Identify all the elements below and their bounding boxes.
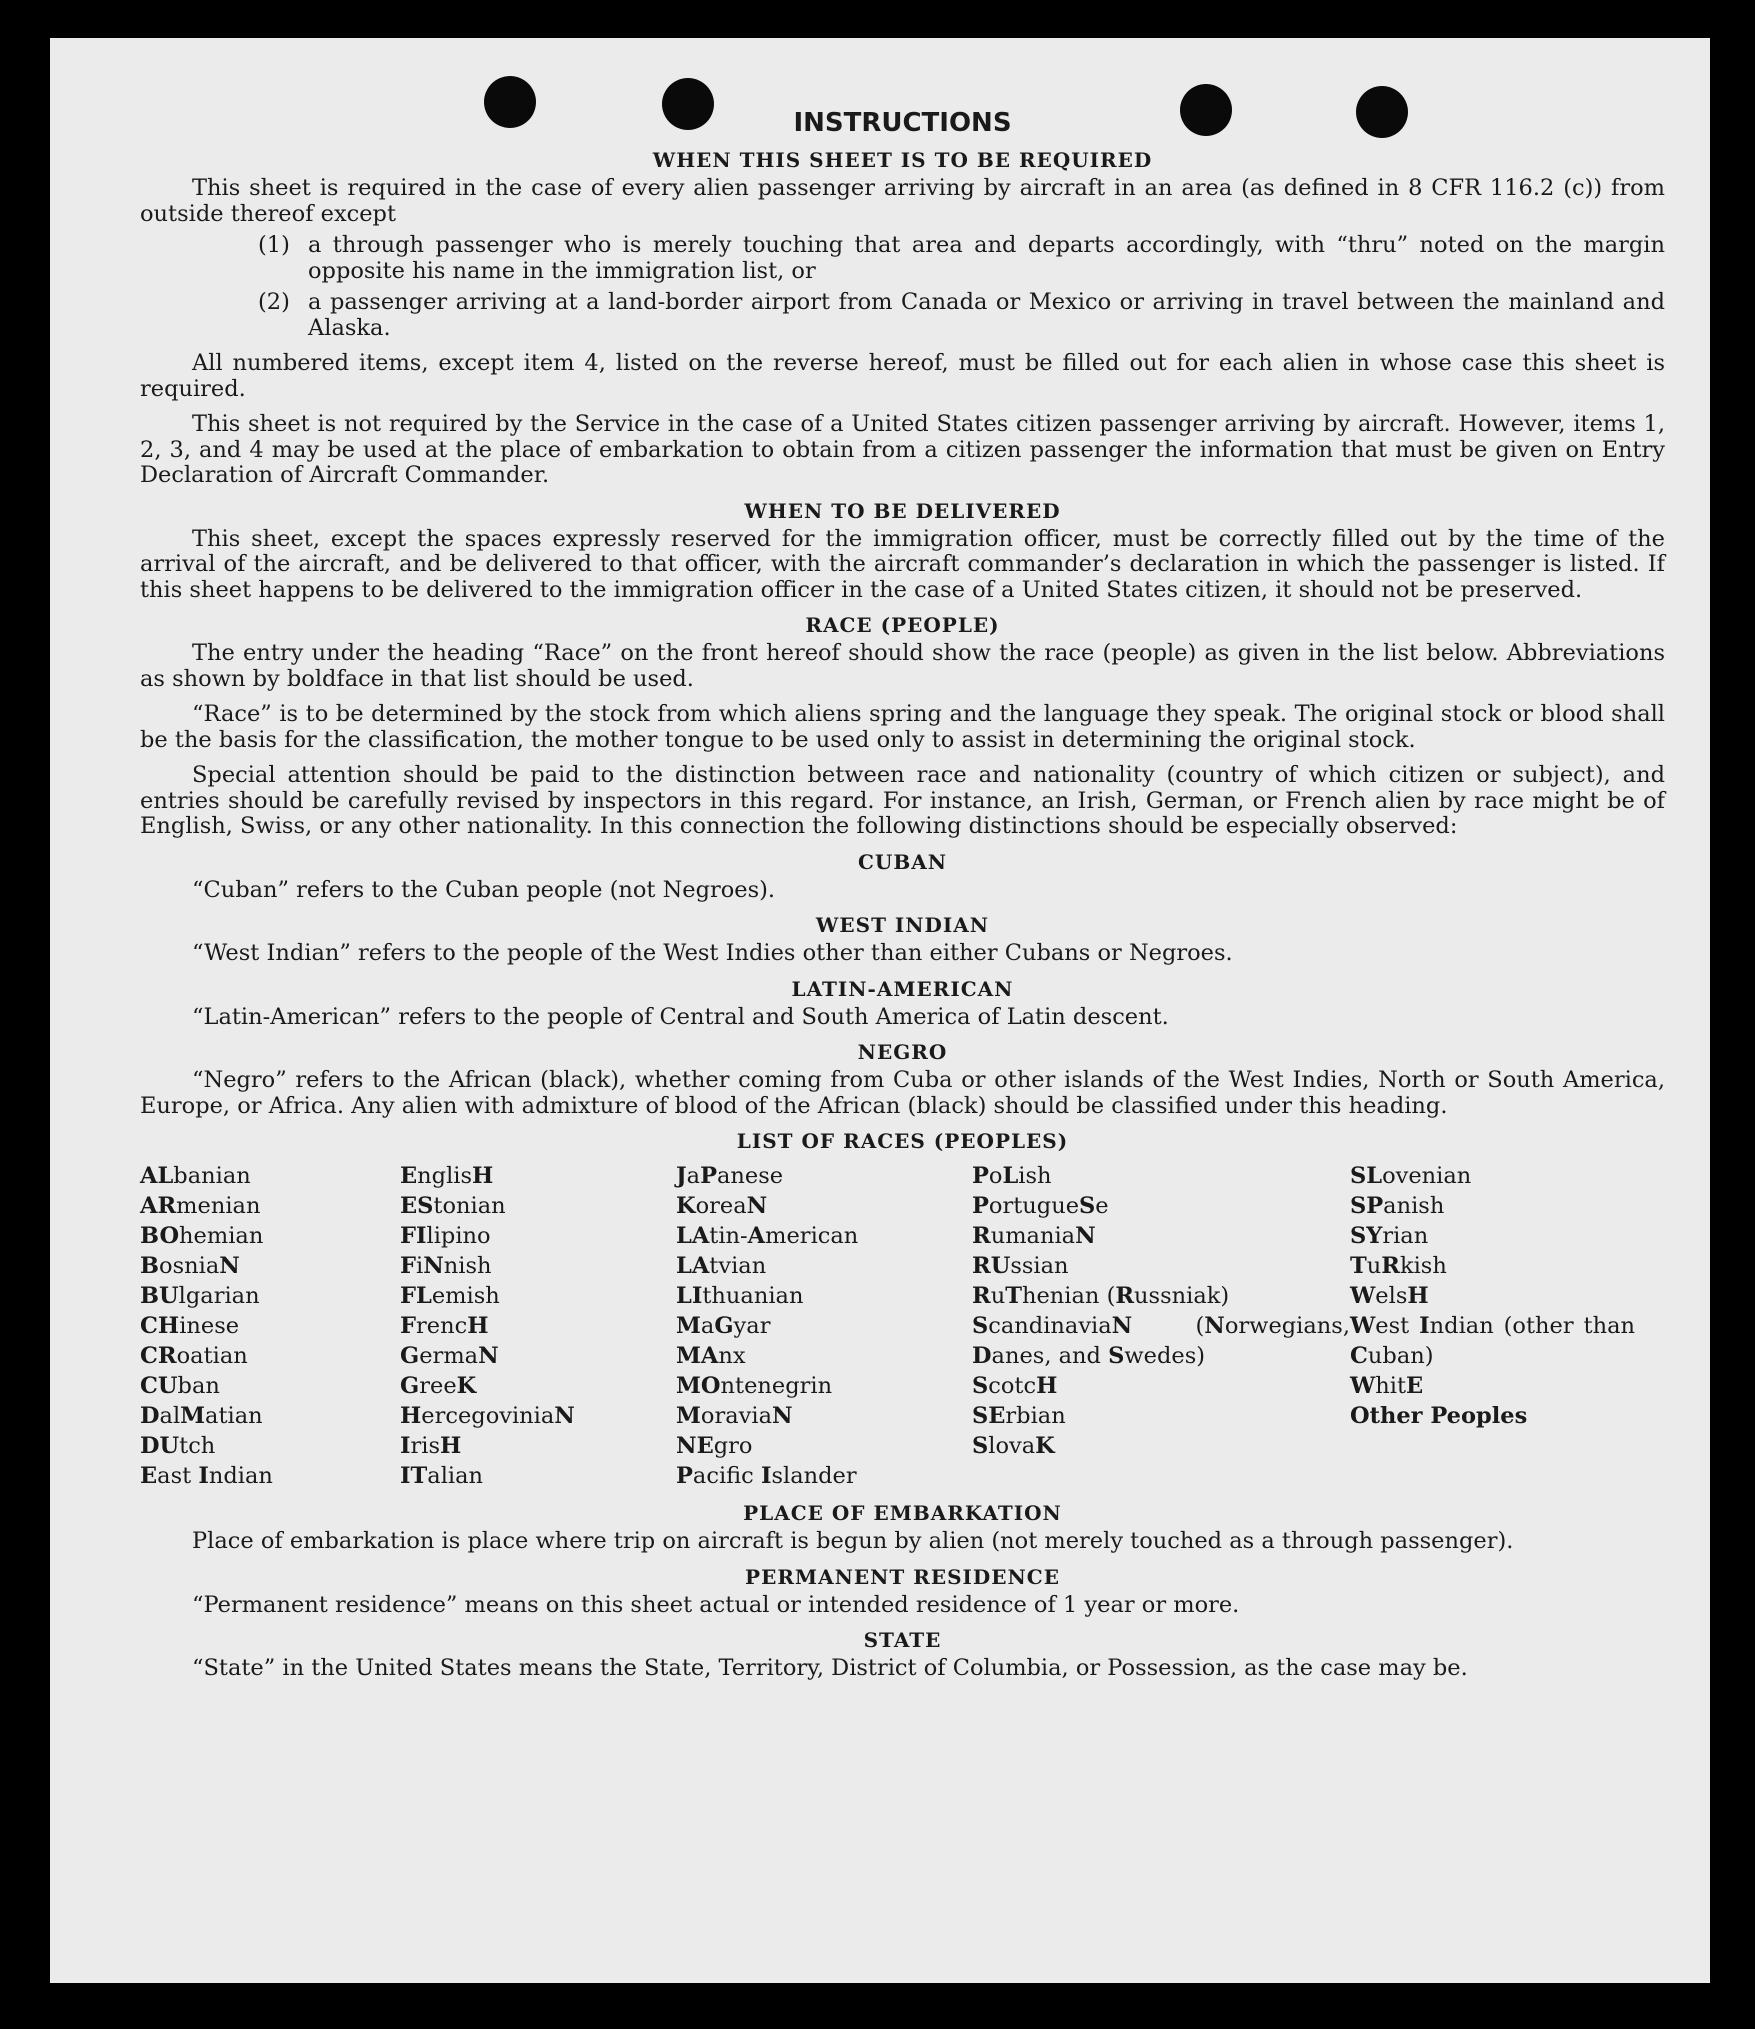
race-entry: SLovenian xyxy=(1350,1163,1472,1189)
race-entry: LAtvian xyxy=(676,1253,767,1279)
item-number: (2) xyxy=(258,289,290,315)
race-entry: SYrian xyxy=(1350,1223,1429,1249)
race-entry: EnglisH xyxy=(400,1163,494,1189)
race-entry: PoLish xyxy=(972,1163,1052,1189)
race-entry: HercegoviniaN xyxy=(400,1403,575,1429)
section-heading: STATE xyxy=(863,1628,942,1652)
section-heading: WEST INDIAN xyxy=(815,913,990,937)
item-number: (1) xyxy=(258,232,290,258)
section-heading: PLACE OF EMBARKATION xyxy=(743,1501,1062,1525)
race-entry: JaPanese xyxy=(676,1163,784,1189)
section-heading: LIST OF RACES (PEOPLES) xyxy=(736,1129,1069,1153)
document-sheet xyxy=(50,38,1710,1983)
paragraph: “Cuban” refers to the Cuban people (not Negroes). xyxy=(192,876,776,903)
race-entry: FIlipino xyxy=(400,1223,491,1249)
paragraph: “Race” is to be determined by the stock from which aliens spring and the language they speak. The original stock or blood shall be the basis for the classification, the mother tongue to be used only to assist in determining the original stock. xyxy=(140,701,1665,753)
paragraph: “Negro” refers to the African (black), whether coming from Cuba or other islands of the West Indies, North or South America, Europe, or Africa. Any alien with admixture of blood of the African (black) should be classified under this heading. xyxy=(140,1067,1665,1119)
race-column xyxy=(1350,1161,1635,1491)
race-entry: FLemish xyxy=(400,1283,500,1309)
race-entry: CUban xyxy=(140,1373,220,1399)
race-entry: GermaN xyxy=(400,1343,499,1369)
race-entry: CRoatian xyxy=(140,1343,248,1369)
section-heading: RACE (PEOPLE) xyxy=(805,613,1000,637)
race-entry: MAnx xyxy=(676,1343,746,1369)
paragraph: This sheet is required in the case of every alien passenger arriving by aircraft in an area (as defined in 8 CFR 116.2 (c)) from outside thereof except xyxy=(140,175,1665,227)
item-text: a passenger arriving at a land-border airport from Canada or Mexico or arriving in travel between the mainland and Alaska. xyxy=(308,289,1665,341)
list-item xyxy=(258,290,1665,341)
race-entry: SlovaK xyxy=(972,1433,1055,1459)
race-entry: ARmenian xyxy=(140,1193,261,1219)
item-text: a through passenger who is merely touching that area and departs accordingly, with “thru” noted on the margin opposite his name in the immigration list, or xyxy=(308,232,1665,284)
race-entry: IrisH xyxy=(400,1433,462,1459)
section-heading: CUBAN xyxy=(857,849,948,874)
race-list xyxy=(140,1161,1665,1491)
race-entry: ScotcH xyxy=(972,1373,1058,1399)
race-entry: LAtin-American xyxy=(676,1223,859,1249)
race-entry: MOntenegrin xyxy=(676,1373,833,1399)
race-entry: RuThenian (Russniak) xyxy=(972,1283,1230,1309)
race-entry: KoreaN xyxy=(676,1193,768,1219)
race-column xyxy=(140,1161,400,1491)
section-heading: LATIN-AMERICAN xyxy=(791,976,1014,1001)
race-entry: ALbanian xyxy=(140,1163,251,1189)
race-entry: NEgro xyxy=(676,1433,753,1459)
race-entry: MaGyar xyxy=(676,1313,771,1339)
race-entry: DUtch xyxy=(140,1433,216,1459)
race-entry: SPanish xyxy=(1350,1193,1445,1219)
race-column xyxy=(972,1161,1350,1491)
race-entry: WelsH xyxy=(1350,1283,1429,1309)
paragraph: “Permanent residence” means on this sheet actual or intended residence of 1 year or more. xyxy=(192,1591,1240,1618)
paragraph: Special attention should be paid to the distinction between race and nationality (country of which citizen or subject), and entries should be carefully revised by inspectors in this regard. For instance, an Irish, German, or French alien by race might be of English, Swiss, or any other nationality. In this connection the following distinctions should be especially observed: xyxy=(140,762,1665,839)
paragraph: This sheet is not required by the Service in the case of a United States citizen passenger arriving by aircraft. However, items 1, 2, 3, and 4 may be used at the place of embarkation to obtain from a citizen passenger the information that must be given on Entry Declaration of Aircraft Commander. xyxy=(140,411,1665,488)
paragraph: The entry under the heading “Race” on the front hereof should show the race (people) as given in the list below. Abbreviations as shown by boldface in that list should be used. xyxy=(140,640,1665,692)
race-entry: FrencH xyxy=(400,1313,489,1339)
race-entry: East Indian xyxy=(140,1463,273,1489)
race-entry: EStonian xyxy=(400,1193,506,1219)
race-entry: CHinese xyxy=(140,1313,240,1339)
paragraph: Place of embarkation is place where trip on aircraft is begun by alien (not merely touched as a through passenger). xyxy=(192,1528,1514,1554)
race-entry: Pacifc Islander xyxy=(676,1463,857,1489)
paragraph: All numbered items, except item 4, listed on the reverse hereof, must be filled out for each alien in whose case this sheet is required. xyxy=(140,350,1665,402)
race-entry: BOhemian xyxy=(140,1223,264,1249)
race-entry: LIthuanian xyxy=(676,1283,804,1309)
race-entry: RumaniaN xyxy=(972,1223,1096,1249)
race-entry: FiNnish xyxy=(400,1253,492,1279)
race-entry: GreeK xyxy=(400,1373,477,1399)
race-entry: West Indian (other than Cuban) xyxy=(1350,1313,1636,1369)
race-column xyxy=(676,1161,972,1491)
race-entry: PortugueSe xyxy=(972,1193,1109,1219)
race-entry: TuRkish xyxy=(1350,1253,1447,1279)
race-entry: SErbian xyxy=(972,1403,1066,1429)
paragraph: “West Indian” refers to the people of the West Indies other than either Cubans or Negroes. xyxy=(192,940,1233,966)
section-heading: NEGRO xyxy=(857,1040,948,1064)
race-entry: MoraviaN xyxy=(676,1403,793,1429)
race-entry: ScandinaviaN (Norwegians, Danes, and Swedes) xyxy=(972,1313,1350,1369)
section-heading: PERMANENT RESIDENCE xyxy=(745,1564,1060,1589)
paragraph: “State” in the United States means the State, Territory, District of Columbia, or Possession, as the case may be. xyxy=(192,1655,1468,1681)
race-entry: BUlgarian xyxy=(140,1283,260,1309)
section-heading: WHEN THIS SHEET IS TO BE REQUIRED xyxy=(652,148,1153,172)
section-heading: WHEN TO BE DELIVERED xyxy=(744,498,1061,523)
race-entry: DalMatian xyxy=(140,1403,263,1429)
paragraph: “Latin-American” refers to the people of Central and South America of Latin descent. xyxy=(192,1003,1169,1030)
list-item xyxy=(258,233,1665,284)
race-entry: Other Peoples xyxy=(1350,1403,1528,1429)
page-title: INSTRUCTIONS xyxy=(793,108,1012,138)
instructions-content xyxy=(140,108,1665,1682)
race-entry: WhitE xyxy=(1350,1373,1424,1399)
race-entry: ITalian xyxy=(400,1463,484,1489)
paragraph: This sheet, except the spaces expressly reserved for the immigration officer, must be correctly filled out by the time of the arrival of the aircraft, and be delivered to that officer, with the aircraft commander’s declaration in which the passenger is listed. If this sheet happens to be delivered to the immigration officer in the case of a United States citizen, it should not be preserved. xyxy=(140,525,1665,603)
race-entry: RUssian xyxy=(972,1253,1069,1279)
race-column xyxy=(400,1161,676,1491)
race-entry: BosniaN xyxy=(140,1253,240,1279)
